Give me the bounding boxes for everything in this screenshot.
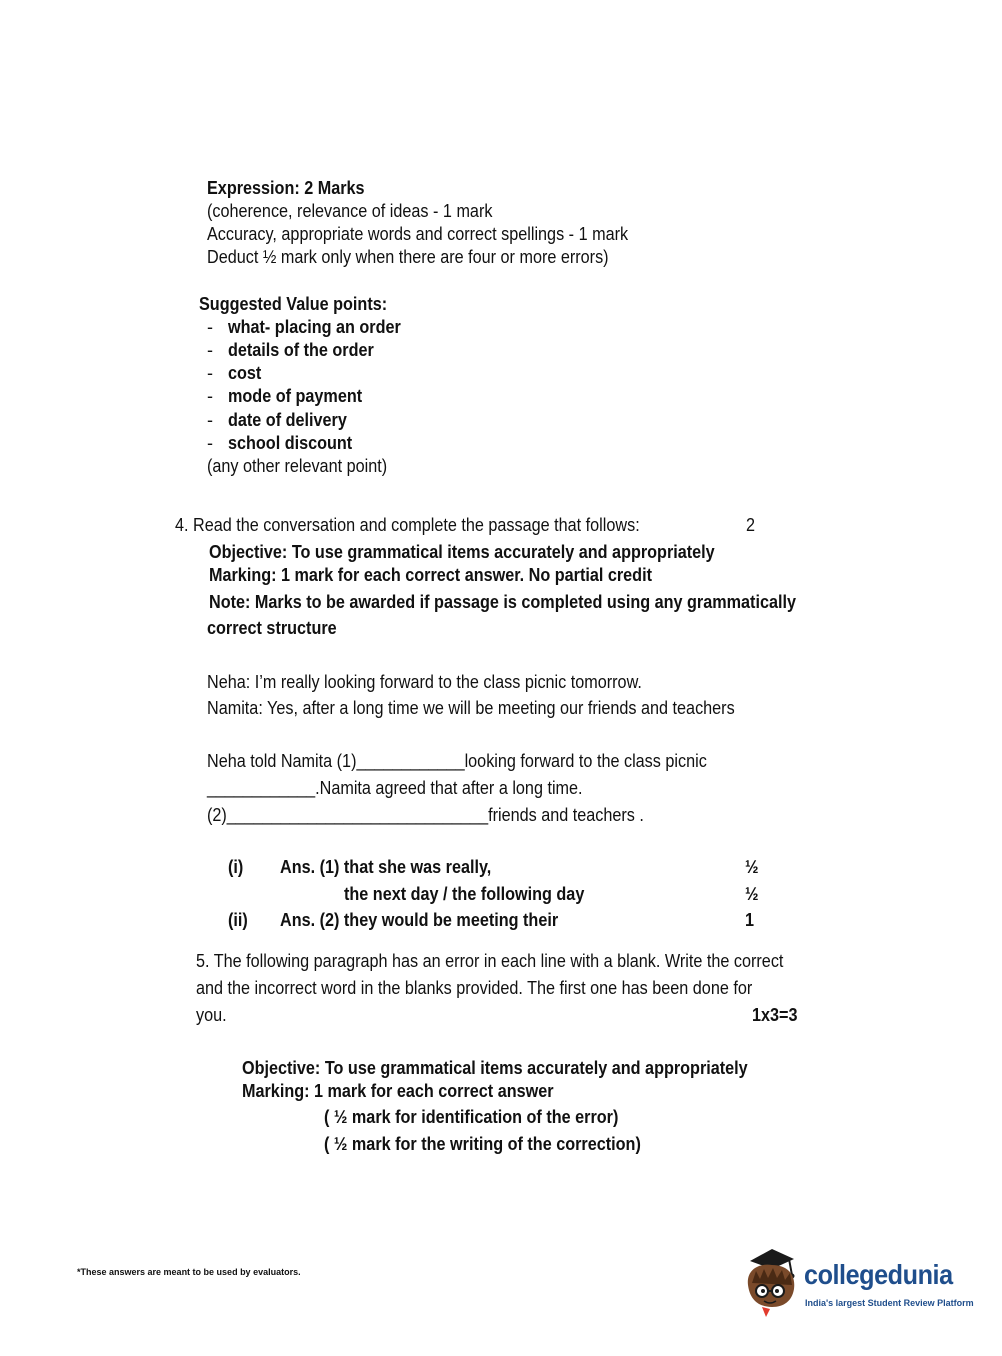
- q5-sub-1: ( ½ mark for identification of the error): [324, 1107, 619, 1127]
- answer-mark: ½: [745, 857, 759, 877]
- bullet-dash: -: [207, 386, 213, 406]
- answer-mark: 1: [745, 910, 755, 930]
- bullet-dash: -: [207, 363, 213, 383]
- answer-text: Ans. (2) they would be meeting their: [280, 910, 559, 930]
- answer-text: Ans. (1) that she was really,: [280, 857, 492, 877]
- value-point-item: mode of payment: [228, 386, 363, 406]
- answer-mark: ½: [745, 884, 759, 904]
- bullet-dash: -: [207, 410, 213, 430]
- expression-line-2: Accuracy, appropriate words and correct spellings - 1 mark: [207, 224, 629, 244]
- value-points-heading: Suggested Value points:: [199, 294, 388, 314]
- value-point-item: details of the order: [228, 340, 374, 360]
- q5-sub-2: ( ½ mark for the writing of the correction): [324, 1134, 641, 1154]
- bullet-dash: -: [207, 340, 213, 360]
- value-point-item: school discount: [228, 433, 353, 453]
- collegedunia-logo: [742, 1245, 972, 1320]
- q5-line-2: and the incorrect word in the blanks provided. The first one has been done for: [196, 978, 753, 998]
- q4-note-line-2: correct structure: [207, 618, 337, 638]
- q4-marks: 2: [746, 515, 756, 535]
- q4-note-line-1: Note: Marks to be awarded if passage is completed using any grammatically: [209, 592, 796, 612]
- answer-text: the next day / the following day: [344, 884, 585, 904]
- value-point-item: what- placing an order: [228, 317, 401, 337]
- answer-number: (i): [228, 857, 244, 877]
- passage-line-1: Neha told Namita (1)____________looking forward to the class picnic: [207, 751, 707, 771]
- dialogue-namita: Namita: Yes, after a long time we will be meeting our friends and teachers: [207, 698, 735, 718]
- q5-objective: Objective: To use grammatical items accurately and appropriately: [242, 1058, 748, 1078]
- mascot-icon: [742, 1245, 802, 1320]
- value-point-item: cost: [228, 363, 262, 383]
- dialogue-neha: Neha: I’m really looking forward to the class picnic tomorrow.: [207, 672, 642, 692]
- value-point-item: date of delivery: [228, 410, 347, 430]
- expression-line-1: (coherence, relevance of ideas - 1 mark: [207, 201, 493, 221]
- footer-note: *These answers are meant to be used by evaluators.: [77, 1267, 301, 1277]
- brand-tagline: India's largest Student Review Platform: [805, 1298, 974, 1308]
- q4-marking: Marking: 1 mark for each correct answer. No partial credit: [209, 565, 652, 585]
- q4-objective: Objective: To use grammatical items accurately and appropriately: [209, 542, 715, 562]
- q5-line-3: you.: [196, 1005, 227, 1025]
- brand-name: collegedunia: [804, 1259, 953, 1290]
- bullet-dash: -: [207, 433, 213, 453]
- bullet-dash: -: [207, 317, 213, 337]
- expression-heading: Expression: 2 Marks: [207, 178, 365, 198]
- q5-marking: Marking: 1 mark for each correct answer: [242, 1081, 554, 1101]
- passage-line-3: (2)_____________________________friends and teachers .: [207, 805, 644, 825]
- q5-line-1: 5. The following paragraph has an error in each line with a blank. Write the correct: [196, 951, 784, 971]
- q5-marks: 1x3=3: [752, 1005, 798, 1025]
- expression-line-3: Deduct ½ mark only when there are four or more errors): [207, 247, 609, 267]
- passage-line-2: ____________.Namita agreed that after a long time.: [207, 778, 583, 798]
- q4-question: 4. Read the conversation and complete the passage that follows:: [175, 515, 640, 535]
- answer-number: (ii): [228, 910, 248, 930]
- value-points-note: (any other relevant point): [207, 456, 388, 476]
